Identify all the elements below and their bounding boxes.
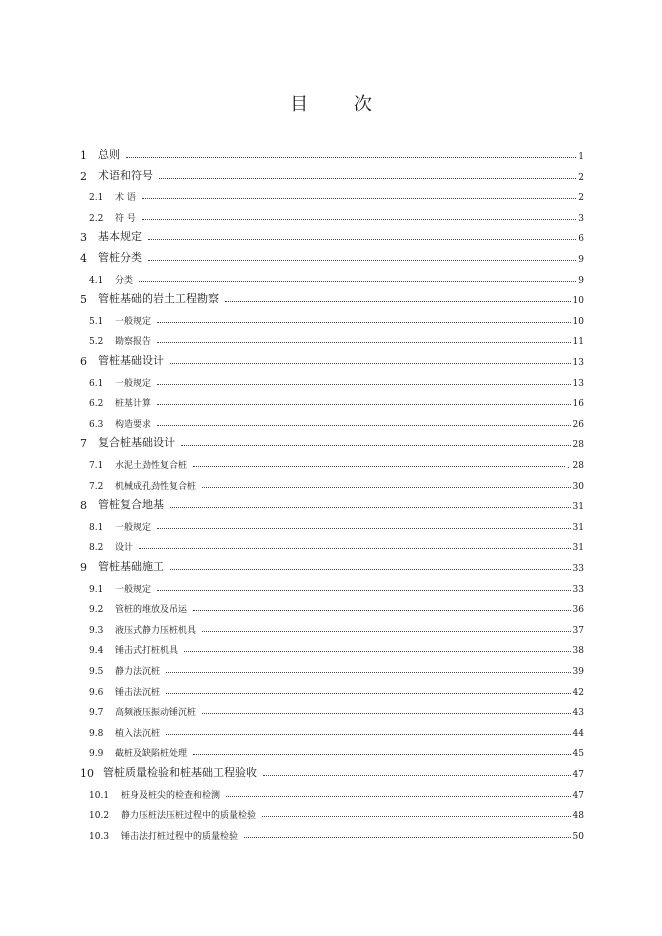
toc-page-number: 16 <box>572 399 584 410</box>
toc-entry-title: 一般规定 <box>115 316 152 327</box>
toc-entry-number: 4 <box>80 252 87 265</box>
toc-entry[interactable] <box>89 577 584 595</box>
toc-entry-title: 一般规定 <box>115 522 152 533</box>
toc-entry-number: 5 <box>80 293 87 307</box>
toc-entry[interactable] <box>89 329 584 347</box>
toc-entry[interactable] <box>89 803 584 821</box>
toc-entry-title: 术语和符号 <box>98 168 153 182</box>
toc-page-number: 2 <box>578 193 584 204</box>
toc-page-number: 45 <box>572 749 584 760</box>
toc-entry[interactable] <box>89 185 584 203</box>
toc-entry-title: 术 语 <box>115 193 136 204</box>
toc-entry-number: 7.1 <box>89 461 104 471</box>
toc-page-number: 26 <box>572 419 584 430</box>
toc-page-number: 3 <box>578 213 584 224</box>
toc-page-number: 1 <box>578 152 584 162</box>
toc-page-number: 31 <box>572 502 584 513</box>
toc-page-number: 33 <box>572 564 584 574</box>
toc-page-number: 39 <box>572 667 584 677</box>
toc-entry-title: 锤击法沉桩 <box>115 687 161 698</box>
page-title: 目 次 <box>290 94 392 115</box>
toc-dot-leader <box>157 321 571 323</box>
toc-dot-leader <box>226 795 571 797</box>
toc-entry[interactable] <box>80 762 584 780</box>
toc-entry-title: 设计 <box>115 543 134 554</box>
toc-entry[interactable] <box>89 391 584 409</box>
toc-page-number: 9 <box>578 255 584 265</box>
toc-dot-leader <box>157 341 571 343</box>
toc-page-number: 13 <box>572 378 584 389</box>
toc-entry[interactable] <box>80 165 584 183</box>
toc-entry[interactable] <box>80 226 584 244</box>
toc-entry[interactable] <box>89 700 584 718</box>
toc-page-number: 43 <box>572 708 584 719</box>
toc-entry-number: 8.2 <box>89 543 104 554</box>
toc-entry-number: 6.1 <box>89 378 104 389</box>
toc-entry-title: 管桩分类 <box>98 251 142 264</box>
toc-entry-number: 1 <box>80 149 87 162</box>
toc-dot-leader <box>142 197 576 199</box>
toc-entry-number: 5.1 <box>89 316 104 327</box>
toc-entry[interactable] <box>80 350 584 368</box>
toc-page-number: 2 <box>578 172 584 183</box>
toc-entry-number: 9.7 <box>89 708 104 719</box>
toc-page-number: 47 <box>572 790 584 801</box>
toc-entry-title: 静力法沉桩 <box>115 667 161 677</box>
toc-entry-number: 9.5 <box>89 667 104 677</box>
toc-entry-number: 10 <box>80 767 94 780</box>
toc-dot-leader <box>244 836 571 838</box>
toc-entry[interactable] <box>80 247 584 265</box>
toc-dot-leader <box>181 444 571 446</box>
toc-entry-title: 桩基计算 <box>115 399 152 410</box>
toc-page-number: 31 <box>572 522 584 533</box>
toc-dot-leader <box>225 300 571 302</box>
toc-dot-leader <box>157 383 571 385</box>
toc-entry-number: 9.4 <box>89 646 104 657</box>
toc-entry-title: 总则 <box>98 148 120 161</box>
toc-entry[interactable] <box>89 453 584 471</box>
toc-entry-title: 桩身及桩尖的检查和检测 <box>121 790 221 801</box>
toc-page-number: 6 <box>578 234 584 245</box>
toc-entry[interactable] <box>89 741 584 759</box>
toc-entry[interactable] <box>89 206 584 224</box>
toc-dot-leader <box>262 815 571 817</box>
toc-page-number: 28 <box>572 440 584 451</box>
toc-dot-leader <box>202 712 571 714</box>
toc-entry-title: 勘察报告 <box>115 337 152 348</box>
toc-entry-number: 2.2 <box>89 213 104 224</box>
toc-entry[interactable] <box>80 432 584 450</box>
toc-dot-leader <box>263 774 571 776</box>
toc-entry-number: 10.2 <box>89 811 110 822</box>
toc-entry[interactable] <box>89 659 584 677</box>
toc-entry[interactable] <box>89 618 584 636</box>
toc-dot-leader <box>139 547 571 549</box>
toc-entry-title: 水泥土劲性复合桩 <box>115 461 188 471</box>
toc-dot-leader <box>157 424 571 426</box>
toc-dot-leader <box>166 733 571 735</box>
toc-entry-title: 分类 <box>115 275 134 286</box>
toc-entry-number: 8 <box>80 499 87 513</box>
toc-entry-title: 锤击式打桩机具 <box>115 646 179 657</box>
toc-entry-title: 管桩质量检验和桩基础工程验收 <box>103 766 257 779</box>
toc-entry-title: 管桩基础施工 <box>98 560 164 573</box>
toc-dot-leader <box>193 753 571 755</box>
toc-entry-title: 液压式静力压桩机具 <box>115 625 197 636</box>
toc-entry-number: 3 <box>80 231 87 245</box>
toc-entry[interactable] <box>89 680 584 698</box>
toc-entry[interactable] <box>89 474 584 492</box>
toc-dot-leader <box>170 362 571 364</box>
toc-entry[interactable] <box>89 515 584 533</box>
toc-entry-title: 基本规定 <box>98 230 142 244</box>
toc-entry[interactable] <box>80 288 584 306</box>
toc-page-number: 36 <box>572 605 584 616</box>
toc-page-number: 37 <box>572 625 584 636</box>
toc-page-number: 10 <box>572 296 584 307</box>
toc-entry-title: 符 号 <box>115 213 136 224</box>
toc-entry[interactable] <box>89 309 584 327</box>
toc-entry-number: 9.2 <box>89 605 104 616</box>
toc-entry-number: 9.8 <box>89 728 104 739</box>
toc-entry-number: 9.6 <box>89 687 104 698</box>
toc-entry-number: 10.1 <box>89 790 110 801</box>
toc-entry-number: 6.3 <box>89 419 104 430</box>
toc-page-number: 9 <box>578 275 584 286</box>
toc-page-number: 44 <box>572 728 584 739</box>
toc-entry-title: 截桩及缺陷桩处理 <box>115 749 188 760</box>
toc-dot-leader <box>170 506 571 508</box>
toc-entry-number: 8.1 <box>89 522 104 533</box>
toc-entry[interactable] <box>89 721 584 739</box>
toc-dot-leader <box>193 609 571 611</box>
toc-entry[interactable] <box>89 412 584 430</box>
toc-entry-number: 6 <box>80 355 87 368</box>
toc-entry-number: 7 <box>80 437 87 451</box>
toc-dot-leader <box>157 403 571 405</box>
toc-dot-leader <box>166 692 571 694</box>
toc-dot-leader <box>139 280 576 282</box>
toc-page-number: 47 <box>572 770 584 780</box>
toc-entry-number: 9 <box>80 561 87 574</box>
toc-entry[interactable] <box>80 494 584 512</box>
toc-entry-number: 2.1 <box>89 193 104 204</box>
toc-entry[interactable] <box>80 144 584 162</box>
toc-entry[interactable] <box>89 371 584 389</box>
toc-entry-title: 管桩的堆放及吊运 <box>115 605 188 616</box>
toc-dot-leader <box>126 156 576 158</box>
toc-entry-title: 高频液压振动锤沉桩 <box>115 708 197 719</box>
toc-entry-number: 2 <box>80 169 87 183</box>
toc-entry-title: 机械成孔劲性复合桩 <box>115 481 197 492</box>
toc-dot-leader <box>170 568 571 570</box>
toc-page-number: 48 <box>572 811 584 822</box>
toc-entry[interactable] <box>80 556 584 574</box>
toc-page-number: 13 <box>572 358 584 368</box>
toc-page-number: . 28 <box>566 461 584 471</box>
toc-entry-number: 9.3 <box>89 625 104 636</box>
toc-entry-title: 一般规定 <box>115 584 152 595</box>
toc-entry-number: 5.2 <box>89 337 104 348</box>
toc-entry-number: 7.2 <box>89 481 104 492</box>
toc-dot-leader <box>157 589 571 591</box>
toc-entry-title: 一般规定 <box>115 378 152 389</box>
toc-dot-leader <box>184 650 571 652</box>
toc-entry-number: 10.3 <box>89 831 110 842</box>
toc-dot-leader <box>202 486 571 488</box>
toc-entry[interactable] <box>89 268 584 286</box>
toc-page-number: 42 <box>572 687 584 698</box>
toc-entry[interactable] <box>89 783 584 801</box>
toc-page-number: 31 <box>572 543 584 554</box>
toc-entry-number: 6.2 <box>89 399 104 410</box>
toc-page-number: 33 <box>572 584 584 595</box>
toc-entry[interactable] <box>89 824 584 842</box>
toc-entry-title: 管桩复合地基 <box>98 498 164 512</box>
toc-entry-title: 静力压桩法压桩过程中的质量检验 <box>121 811 257 822</box>
toc-entry-number: 9.1 <box>89 584 104 595</box>
toc-dot-leader <box>159 177 576 179</box>
toc-dot-leader <box>148 238 576 240</box>
toc-entry-number: 4.1 <box>89 275 104 286</box>
toc-entry-number: 9.9 <box>89 749 104 760</box>
toc-entry-title: 管桩基础的岩土工程勘察 <box>98 292 219 306</box>
toc-page-number: 50 <box>572 831 584 842</box>
toc-dot-leader <box>202 630 571 632</box>
toc-dot-leader <box>148 259 576 261</box>
toc-entry[interactable] <box>89 535 584 553</box>
toc-entry[interactable] <box>89 638 584 656</box>
toc-page-number: 38 <box>572 646 584 657</box>
toc-entry-title: 复合桩基础设计 <box>98 436 175 450</box>
toc-dot-leader <box>157 527 571 529</box>
toc-entry-title: 锤击法打桩过程中的质量检验 <box>121 831 239 842</box>
toc-dot-leader <box>142 218 576 220</box>
toc-entry-title: 构造要求 <box>115 419 152 430</box>
toc-page-number: 10 <box>572 316 584 327</box>
toc-entry-title: 植入法沉桩 <box>115 728 161 739</box>
toc-page-number: 11 <box>572 337 584 348</box>
toc-page-number: 30 <box>572 481 584 492</box>
toc-entry[interactable] <box>89 597 584 615</box>
toc-dot-leader <box>193 465 565 467</box>
toc-entry-title: 管桩基础设计 <box>98 354 164 367</box>
toc-dot-leader <box>166 671 571 673</box>
